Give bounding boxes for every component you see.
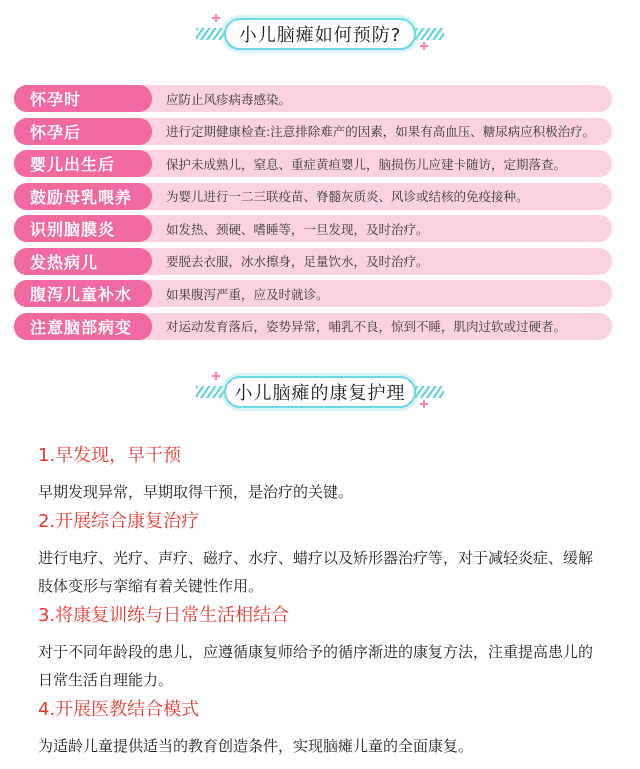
- rehab-item: [38, 510, 598, 600]
- prevention-text: 要脱去衣服，冰水擦身，足量饮水，及时治疗。: [166, 254, 429, 269]
- rehab-list: [38, 444, 598, 764]
- prevention-label: 婴儿出生后: [14, 150, 152, 177]
- prevention-row: [14, 313, 612, 340]
- section-title: 小儿脑瘫的康复护理: [224, 376, 416, 408]
- rehab-item-title: 3.将康复训练与日常生活相结合: [38, 605, 290, 626]
- prevention-row: [14, 248, 612, 275]
- prevention-row: [14, 215, 612, 242]
- rehab-item: [38, 604, 598, 694]
- rehab-item-text: 对于不同年龄段的患儿，应遵循康复师给予的循序渐进的康复方法，注重提高患儿的日常生活自理能力。: [38, 643, 594, 689]
- prevention-text: 对运动发育落后，姿势异常，哺乳不良，惊到不睡，肌肉过软或过硬者。: [166, 319, 567, 334]
- prevention-label: 识别脑膜炎: [14, 215, 152, 242]
- prevention-row: [14, 118, 612, 145]
- prevention-label: 发热病儿: [14, 248, 152, 275]
- rehab-item: [38, 698, 598, 760]
- prevention-text: 应防止风疹病毒感染。: [166, 91, 292, 107]
- rehab-item-title: 4.开展医教结合模式: [38, 699, 200, 720]
- section-banner-prevention: [0, 12, 640, 56]
- prevention-text: 保护未成熟儿，窒息、重症黄疸婴儿，脑损伤儿应建卡随访，定期落查。: [166, 156, 567, 172]
- prevention-row: [14, 150, 612, 177]
- prevention-label: 怀孕时: [14, 85, 152, 112]
- sparkle-icon: [420, 42, 428, 50]
- prevention-row: [14, 183, 612, 210]
- sparkle-icon: [212, 372, 220, 380]
- prevention-label: 鼓励母乳喂养: [14, 183, 152, 210]
- section-banner-rehab: [0, 370, 640, 414]
- rehab-item-title: 2.开展综合康复治疗: [38, 511, 200, 532]
- prevention-label: 注意脑部病变: [14, 313, 152, 340]
- rehab-item: [38, 444, 598, 506]
- prevention-text: 如发热、颈硬、嗜睡等，一旦发现，及时治疗。: [166, 221, 429, 237]
- rehab-item-title: 1.早发现，早干预: [38, 445, 182, 466]
- prevention-text: 进行定期健康检查:注意排除难产的因素，如果有高血压、糖尿病应积极治疗。: [166, 124, 596, 139]
- rehab-item-text: 为适龄儿童提供适当的教育创造条件，实现脑瘫儿童的全面康复。: [38, 737, 474, 755]
- prevention-label: 腹泻儿童补水: [14, 280, 152, 307]
- section-title: 小儿脑瘫如何预防?: [224, 18, 416, 50]
- prevention-label: 怀孕后: [14, 118, 152, 145]
- prevention-list: [14, 85, 612, 345]
- prevention-text: 为婴儿进行一二三联疫苗、脊髓灰质炎、风诊或结核的免疫接种。: [166, 189, 529, 204]
- prevention-row: [14, 280, 612, 307]
- sparkle-icon: [420, 400, 428, 408]
- sparkle-icon: [212, 14, 220, 22]
- prevention-text: 如果腹泻严重，应及时就诊。: [166, 286, 329, 302]
- prevention-row: [14, 85, 612, 112]
- rehab-item-text: 早期发现异常，早期取得干预，是治疗的关键。: [38, 483, 354, 501]
- rehab-item-text: 进行电疗、光疗、声疗、磁疗、水疗、蜡疗以及矫形器治疗等，对于减轻炎症、缓解肢体变形与挛缩有着关键性作用。: [38, 549, 594, 595]
